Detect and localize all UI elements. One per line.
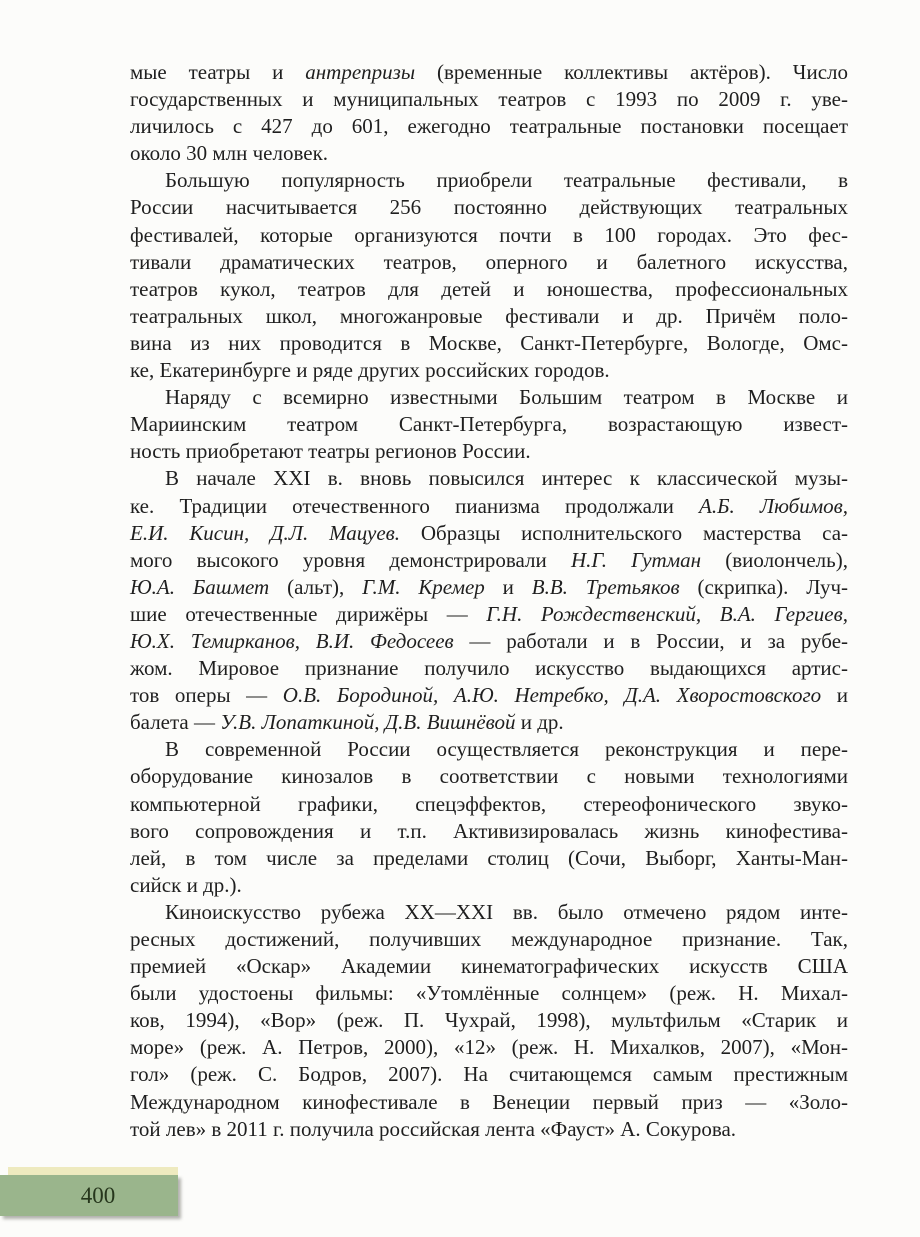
text-line: были удостоены фильмы: «Утомлённые солнцем» (реж. Н. Михал- [130, 981, 848, 1006]
page-number-band [0, 1175, 178, 1216]
page-number: 400 [80, 1183, 116, 1208]
text-line: компьютерной графики, спецэффектов, стереофонического звуко- [130, 791, 848, 816]
text-line: вого сопровождения и т.п. Активизировалась жизнь кинофестива- [130, 818, 848, 843]
text-line: театров кукол, театров для детей и юношества, профессиональных [130, 276, 848, 301]
text-line: ресных достижений, получивших международное признание. Так, [130, 927, 848, 951]
text-line: Е.И. Кисин, Д.Л. Мацуев. Образцы исполнительского мастерства са- [130, 520, 849, 545]
text-line: балета — У.В. Лопаткиной, Д.В. Вишнёвой и др. [130, 710, 564, 735]
text-line: ке. Традиции отечественного пианизма продолжали А.Б. Любимов, [130, 493, 848, 518]
text-line: тивали драматических театров, оперного и балетного искусства, [130, 249, 848, 274]
text-line: театральных школ, многожанровые фестивали и др. Причём поло- [130, 303, 848, 328]
text-line: сийск и др.). [130, 872, 242, 897]
text-line: Большую популярность приобрели театральные фестивали, в [165, 168, 848, 193]
text-line: фестивалей, которые организуются почти в 100 городах. Это фес- [130, 222, 848, 247]
text-line: В начале XXI в. вновь повысился интерес к классической музы- [165, 466, 848, 491]
text-line: ность приобретают театры регионов России. [130, 439, 531, 464]
text-line: личилось с 427 до 601, ежегодно театральные постановки посещает [130, 114, 848, 139]
text-line: ков, 1994), «Вор» (реж. П. Чухрай, 1998), мультфильм «Старик и [130, 1008, 848, 1033]
text-block [130, 59, 848, 1143]
text-line: жом. Мировое признание получило искусство выдающихся артис- [130, 656, 848, 681]
text-line: мые театры и антрепризы (временные коллективы актёров). Число [130, 60, 848, 84]
text-line: шие отечественные дирижёры — Г.Н. Рождественский, В.А. Гергиев, [130, 601, 848, 626]
text-line: России насчитывается 256 постоянно действующих театральных [130, 195, 848, 220]
text-line: море» (реж. А. Петров, 2000), «12» (реж. Н. Михалков, 2007), «Мон- [130, 1035, 848, 1060]
text-line: ке, Екатеринбурге и ряде других российских городов. [130, 358, 610, 383]
text-line: мого высокого уровня демонстрировали Н.Г. Гутман (виолончель), [130, 547, 848, 572]
text-line: В современной России осуществляется реконструкция и пере- [165, 737, 848, 762]
text-line: тов оперы — О.В. Бородиной, А.Ю. Нетребко, Д.А. Хворостовского и [130, 683, 848, 708]
text-line: Ю.А. Башмет (альт), Г.М. Кремер и В.В. Третьяков (скрипка). Луч- [130, 574, 849, 599]
text-line: Мариинским театром Санкт-Петербурга, возрастающую извест- [130, 412, 848, 437]
text-line: премией «Оскар» Академии кинематографических искусств США [130, 954, 848, 979]
text-line: государственных и муниципальных театров с 1993 по 2009 г. уве- [130, 87, 848, 112]
text-line: Ю.Х. Темирканов, В.И. Федосеев — работали и в России, и за рубе- [130, 628, 849, 653]
text-line: Международном кинофестивале в Венеции первый приз — «Золо- [130, 1089, 848, 1114]
footer-accent-strip [8, 1167, 178, 1175]
text-line: Наряду с всемирно известными Большим театром в Москве и [165, 385, 848, 410]
text-line: Киноискусство рубежа XX—XXI вв. было отмечено рядом инте- [165, 899, 848, 924]
text-line: лей, в том числе за пределами столиц (Сочи, Выборг, Ханты-Ман- [130, 845, 848, 870]
text-line: оборудование кинозалов в соответствии с новыми технологиями [130, 764, 848, 789]
text-line: вина из них проводится в Москве, Санкт-Петербурге, Вологде, Омс- [130, 330, 848, 355]
text-line: той лев» в 2011 г. получила российская лента «Фауст» А. Сокурова. [130, 1116, 737, 1141]
text-line: гол» (реж. С. Бодров, 2007). На считающемся самым престижным [130, 1062, 848, 1087]
text-line: около 30 млн человек. [130, 141, 329, 166]
